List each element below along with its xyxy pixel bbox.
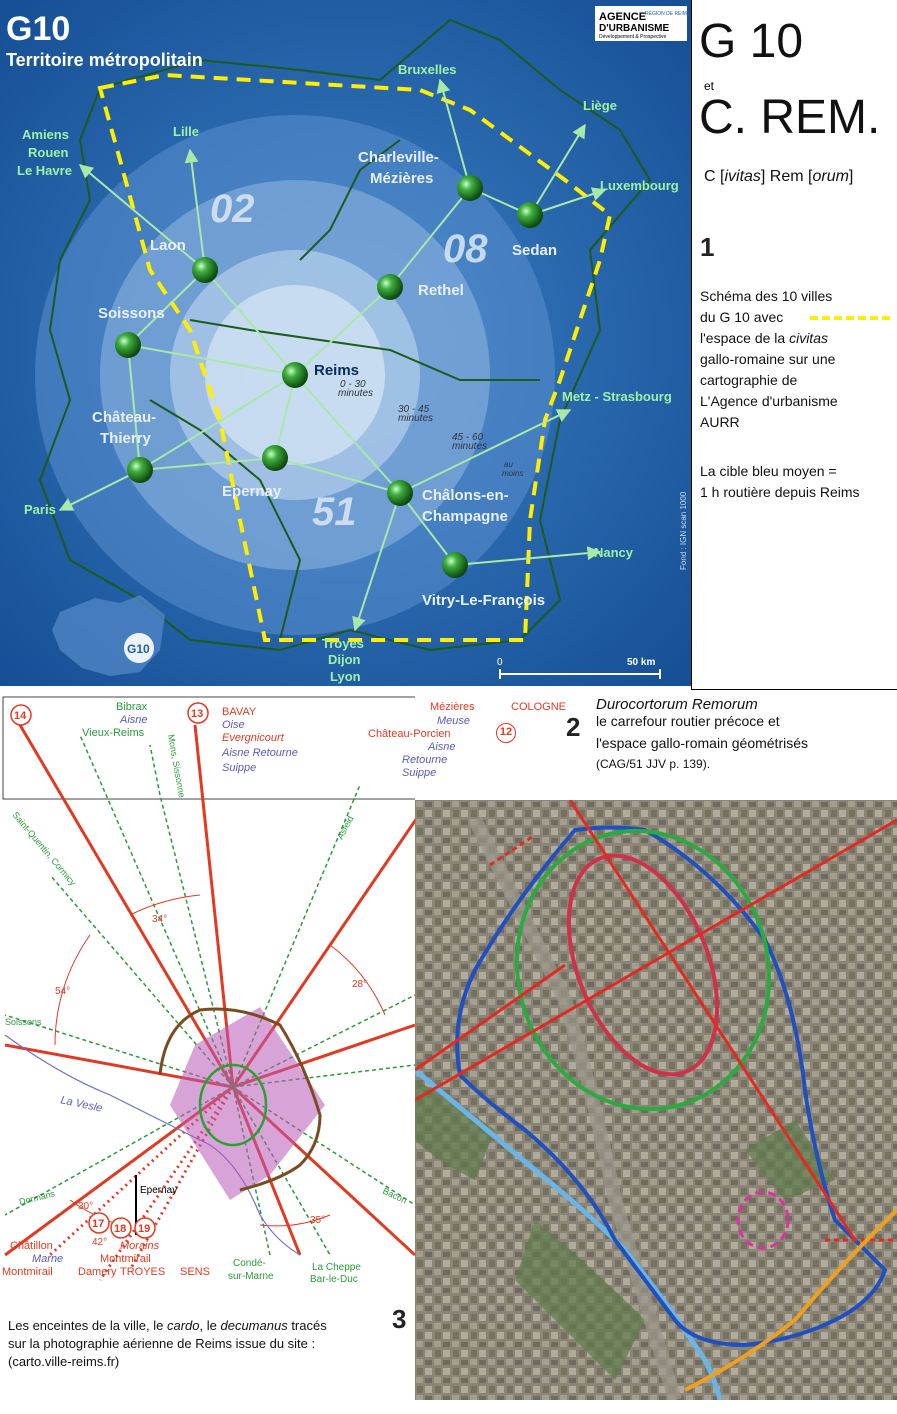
desc-line-3: l'espace de la civitas [700,330,828,346]
lbl-mezieres: Mézières [430,701,475,713]
cap3-line3: (carto.ville-reims.fr) [8,1354,120,1369]
diagram-right-labels [368,699,590,799]
etym-c: ] Rem [ [760,168,813,185]
side-caption-panel [691,0,897,690]
cap2-title: Durocortorum Remorum [596,696,758,713]
lbl-dormans: Dormans [18,1188,56,1207]
lbl-la-vesle: La Vesle [59,1094,104,1115]
node-chateau-thierry[interactable] [127,457,153,483]
etym-e: ] [848,168,854,185]
map-title: G10 [6,10,71,48]
caption-2 [566,695,892,800]
aurr-logo-line1: AGENCE [599,11,647,23]
cap2-line3: (CAG/51 JJV p. 139). [596,757,711,771]
dest-nancy: Nancy [594,545,634,560]
side-title-g10: G 10 [699,15,804,68]
ring-label-30-45-unit: minutes [398,413,434,424]
aurr-logo-tag: Développement & Prospective [599,34,667,40]
road-19: 19 [138,1223,151,1235]
lbl-saint-quentin: Saint-Quentin, Cormicy [10,809,78,888]
side-et: et [704,79,715,93]
label-soissons: Soissons [98,305,165,322]
etym-b: ivitas [724,168,761,185]
node-rethel[interactable] [377,274,403,300]
aerial-photo-reims [415,800,897,1400]
lbl-damery: Damery [78,1266,117,1278]
node-charleville[interactable] [457,175,483,201]
zone-08: 08 [443,227,488,271]
caption-3 [0,1300,415,1414]
label-charleville: Charleville- [358,149,439,166]
label-thierry: Thierry [100,430,151,447]
desc-line-7: AURR [700,414,740,430]
angle-28: 28° [352,979,368,990]
dest-lyon: Lyon [330,669,361,684]
desc-line-6: L'Agence d'urbanisme [700,393,838,409]
civitas-legend-dash [810,316,890,320]
aurr-logo-line2: D'URBANISME [599,23,670,34]
cap2-number: 2 [566,712,581,742]
zone-51: 51 [312,490,357,534]
lbl-bibrax: Bibrax [116,701,148,713]
label-mezieres: Mézières [370,170,434,187]
lbl-morains: Morains [120,1240,160,1252]
g10-badge-label: G10 [127,642,150,656]
scale-start: 0 [497,657,503,668]
node-laon[interactable] [192,257,218,283]
cap3-decumanus: decumanus [220,1318,288,1333]
angle-54: 54° [55,986,71,997]
angle-34: 34° [152,914,168,925]
node-chalons[interactable] [387,480,413,506]
dest-liege: Liège [583,98,617,113]
dest-dijon: Dijon [328,652,361,667]
ring-label-au: au [504,460,513,469]
scale-end: 50 km [627,657,656,668]
lbl-conde: Condé- [233,1258,266,1269]
cap3-number: 3 [392,1304,407,1334]
lbl-meuse: Meuse [437,715,471,727]
label-vitry: Vitry-Le-François [422,592,546,609]
ring-label-30-45: 30 - 45 [398,404,430,415]
target-line-2: 1 h routière depuis Reims [700,484,860,500]
road-12-badge [496,723,516,743]
lbl-aisne-top: Aisne [120,714,148,726]
etym-a: C [ [704,168,725,185]
ring-label-moins: moins [502,469,524,478]
lbl-montmirail-2: Montmirail [100,1253,151,1265]
label-sedan: Sedan [512,242,558,259]
lbl-marne: Marne [32,1253,64,1265]
lbl-cologne: COLOGNE [511,701,567,713]
target-line-1: La cible bleu moyen = [700,463,837,479]
lbl-bavay: BAVAY [222,706,257,718]
label-chalons: Châlons-en- [422,487,509,504]
desc-line-5: cartographie de [700,372,798,388]
g10-territory-map [0,0,691,686]
side-target-note [700,461,897,503]
dest-troyes: Troyes [322,636,364,651]
lbl-mons: Mons, Sissonne [166,733,188,799]
lbl-suippe-1: Suippe [222,762,257,774]
dest-metz: Metz - Strasbourg [562,389,672,404]
ring-label-0-30-unit: minutes [338,388,374,399]
lbl-suippe-2: Suippe [402,767,437,779]
side-description [700,286,896,433]
map-credit: Fond : IGN scan 1000 [679,491,688,570]
side-etymology [704,168,853,186]
lbl-soissons: Soissons [5,1017,42,1027]
lbl-bacon: Bacon [381,1185,409,1206]
label-laon: Laon [150,237,186,254]
lbl-asfeld: Asfeld [334,814,356,841]
lbl-chateau-porcien: Château-Porcien [368,728,451,740]
cap3-line1: Les enceintes de la ville, le cardo, le decumanus tracés [8,1318,327,1333]
dest-amiens: Amiens [22,127,69,142]
side-number-1: 1 [700,232,715,262]
side-title-crem: C. REM. [699,91,881,144]
desc-line-2: du G 10 avec [700,307,896,328]
node-vitry[interactable] [442,552,468,578]
road-12: 12 [499,726,513,738]
cap3-cardo: cardo [166,1318,200,1333]
lbl-la-cheppe: La Cheppe [312,1262,361,1273]
angle-42: 42° [92,1237,108,1248]
lbl-oise: Oise [222,719,245,731]
lbl-evergnicourt: Evergnicourt [222,732,284,744]
lbl-vieux-reims: Vieux-Reims [82,727,145,739]
lbl-sur-marne: sur-Marne [228,1271,274,1282]
angle-30: 30° [78,1201,94,1212]
dest-paris: Paris [24,502,56,517]
label-reims: Reims [314,362,360,379]
node-reims[interactable] [282,362,308,388]
lbl-aisne-right: Aisne [428,741,456,753]
node-epernay[interactable] [262,445,288,471]
lbl-chatillon: Châtillon [10,1240,53,1252]
ring-label-45-60: 45 - 60 [452,432,484,443]
label-champagne: Champagne [422,508,508,525]
ring-label-45-60-unit: minutes [452,441,488,452]
desc-line-4: gallo-romaine sur une [700,351,836,367]
lbl-montmirail-1: Montmirail [2,1266,53,1278]
lbl-bar-le-duc: Bar-le-Duc [310,1274,358,1285]
label-epernay-diagram: Epernay [140,1185,178,1196]
cap3-line2: sur la photographie aérienne de Reims issue du site : [8,1336,316,1351]
roads-diagram [0,695,415,1300]
dest-le-havre: Le Havre [17,163,72,178]
dest-lille: Lille [173,124,200,139]
ring-label-0-30: 0 - 30 [340,379,366,390]
cap2-line2: l'espace gallo-romain géométrisés [596,735,808,751]
cap2-line1: le carrefour routier précoce et [596,713,780,729]
angle-35: 35° [310,1215,326,1226]
aurr-logo-small: RÉGION DE REIMS [645,11,691,17]
road-18: 18 [114,1223,127,1235]
map-subtitle: Territoire métropolitain [6,50,203,70]
road-13: 13 [191,708,204,720]
etym-d: orum [812,168,849,185]
road-17: 17 [92,1218,105,1230]
dest-luxembourg: Luxembourg [600,178,679,193]
label-epernay: Epernay [222,483,282,500]
label-rethel: Rethel [418,282,464,299]
dest-bruxelles: Bruxelles [398,62,457,77]
node-soissons[interactable] [115,332,141,358]
label-chateau: Château- [92,409,157,426]
lbl-retourne: Retourne [402,754,448,766]
node-sedan[interactable] [517,202,543,228]
desc-line-1: Schéma des 10 villes [700,288,833,304]
lbl-troyes: TROYES [120,1266,166,1278]
dest-rouen: Rouen [28,145,69,160]
road-14: 14 [14,710,27,722]
zone-02: 02 [210,187,255,231]
lbl-aisne-retourne: Aisne Retourne [222,747,298,759]
desc-civitas: civitas [789,330,828,346]
lbl-sens: SENS [180,1266,210,1278]
